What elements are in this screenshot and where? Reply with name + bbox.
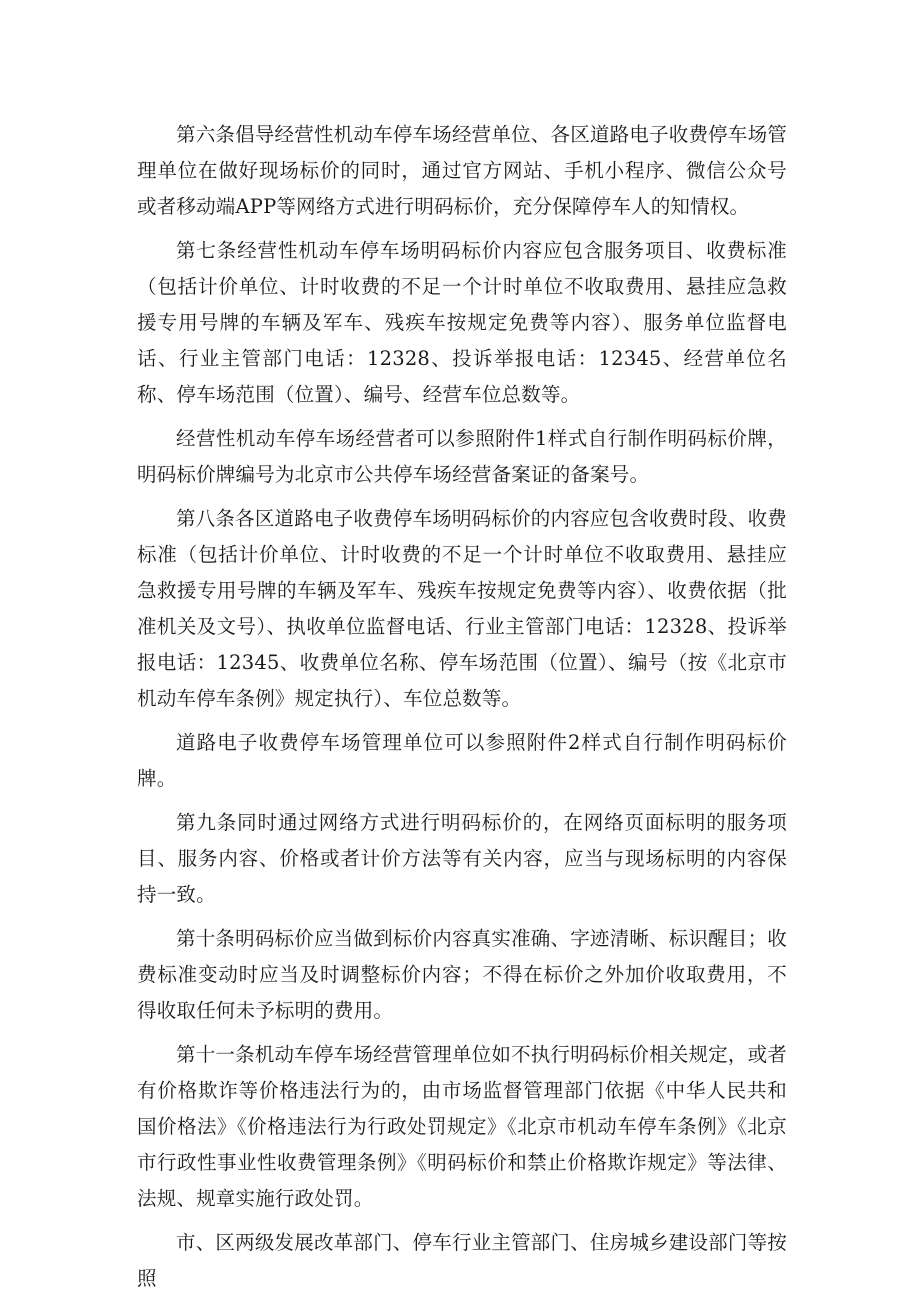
paragraph-article-11-continued: 市、区两级发展改革部门、停车行业主管部门、住房城乡建设部门等按照 xyxy=(137,1231,787,1290)
paragraph-article-11: 第十一条机动车停车场经营管理单位如不执行明码标价相关规定，或者有价格欺诈等价格违法行为的，由市场监督管理部门依据《中华人民共和国价格法》《价格违法行为行政处罚规定》《北京市机动车停车条例》《北京市行政性事业性收费管理条例》《明码标价和禁止价格欺诈规定》等法律、法规、规章实施行政处罚。 xyxy=(137,1043,787,1210)
paragraph-article-8-attachment-2: 道路电子收费停车场管理单位可以参照附件2样式自行制作明码标价牌。 xyxy=(137,731,787,790)
paragraph-article-7: 第七条经营性机动车停车场明码标价内容应包含服务项目、收费标准（包括计价单位、计时收费的不足一个计时单位不收取费用、悬挂应急救援专用号牌的车辆及军车、残疾车按规定免费等内容）、服务单位监督电话、行业主管部门电话：12328、投诉举报电话：12345、经营单位名称、停车场范围（位置）、编号、经营车位总数等。 xyxy=(137,239,787,406)
paragraph-article-6: 第六条倡导经营性机动车停车场经营单位、各区道路电子收费停车场管理单位在做好现场标价的同时，通过官方网站、手机小程序、微信公众号或者移动端APP等网络方式进行明码标价，充分保障停车人的知情权。 xyxy=(137,123,787,218)
paragraph-article-7-attachment-1: 经营性机动车停车场经营者可以参照附件1样式自行制作明码标价牌，明码标价牌编号为北京市公共停车场经营备案证的备案号。 xyxy=(137,427,787,486)
document-body xyxy=(137,117,787,1305)
paragraph-article-8: 第八条各区道路电子收费停车场明码标价的内容应包含收费时段、收费标准（包括计价单位、计时收费的不足一个计时单位不收取费用、悬挂应急救援专用号牌的车辆及军车、残疾车按规定免费等内容）、收费依据（批准机关及文号）、执收单位监督电话、行业主管部门电话：12328、投诉举报电话：12345、收费单位名称、停车场范围（位置）、编号（按《北京市机动车停车条例》规定执行）、车位总数等。 xyxy=(137,507,787,710)
paragraph-article-9: 第九条同时通过网络方式进行明码标价的，在网络页面标明的服务项目、服务内容、价格或者计价方法等有关内容，应当与现场标明的内容保持一致。 xyxy=(137,811,787,906)
paragraph-article-10: 第十条明码标价应当做到标价内容真实准确、字迹清晰、标识醒目；收费标准变动时应当及时调整标价内容；不得在标价之外加价收取费用，不得收取任何未予标明的费用。 xyxy=(137,927,787,1022)
